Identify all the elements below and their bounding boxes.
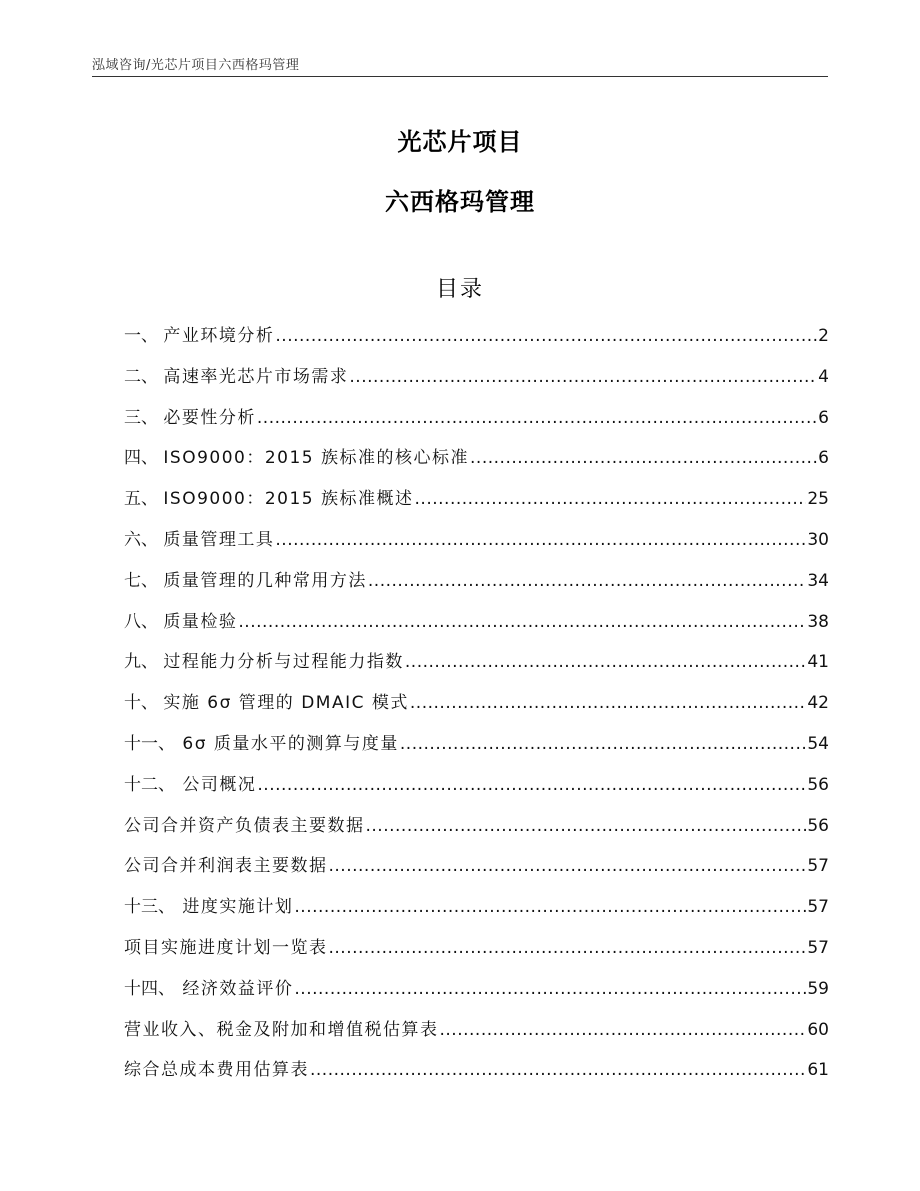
toc-dot-leader: [257, 408, 817, 428]
toc-entry[interactable]: [124, 1055, 829, 1096]
toc-entry-number: 二、: [124, 366, 164, 387]
toc-entry-number: 十、: [124, 693, 164, 714]
toc-entry[interactable]: [124, 321, 829, 362]
toc-dot-leader: [366, 816, 807, 836]
toc-dot-leader: [294, 897, 806, 917]
toc-dot-leader: [329, 938, 807, 958]
toc-entry-page: 34: [807, 570, 829, 591]
toc-entry-number: 五、: [124, 489, 164, 510]
running-header: 泓域咨询/光芯片项目六西格玛管理: [92, 58, 300, 73]
toc-entry-title: 公司合并资产负债表主要数据: [124, 815, 365, 836]
toc-entry-page: 6: [818, 448, 829, 469]
toc-dot-leader: [294, 979, 806, 999]
toc-entry-page: 42: [807, 693, 829, 714]
toc-entry[interactable]: [124, 933, 829, 974]
toc-dot-leader: [470, 448, 817, 468]
toc-dot-leader: [257, 775, 806, 795]
toc-entry[interactable]: [124, 607, 829, 648]
toc-entry-title: 质量管理工具: [163, 529, 275, 550]
toc-entry-page: 38: [807, 611, 829, 632]
toc-entry-page: 56: [807, 774, 829, 795]
toc-dot-leader: [275, 530, 806, 550]
toc-entry-page: 56: [807, 815, 829, 836]
toc-entry-title: 高速率光芯片市场需求: [163, 366, 349, 387]
toc-entry-page: 41: [807, 652, 829, 673]
toc-entry-number: 十三、: [124, 897, 181, 918]
toc-entry[interactable]: [124, 647, 829, 688]
toc-entry[interactable]: [124, 484, 829, 525]
toc-entry-title: 项目实施进度计划一览表: [124, 937, 328, 958]
toc-entry-page: 57: [807, 856, 829, 877]
toc-entry-number: 一、: [124, 326, 164, 346]
toc-entry[interactable]: [124, 362, 829, 403]
toc-entry-title: 综合总成本费用估算表: [124, 1060, 309, 1081]
toc-dot-leader: [275, 326, 817, 346]
toc-entry[interactable]: [124, 403, 829, 444]
toc-dot-leader: [415, 489, 807, 509]
toc-entry-page: 57: [807, 897, 829, 918]
toc-entry-title: 实施 6σ 管理的 DMAIC 模式: [163, 693, 409, 714]
toc-entry-title: ISO9000：2015 族标准概述: [163, 489, 414, 510]
toc-entry-page: 59: [807, 978, 829, 999]
toc-heading: 目录: [435, 277, 484, 302]
toc-entry-page: 25: [807, 489, 829, 510]
document-title-line-1: 光芯片项目: [397, 128, 523, 156]
toc-entry-number: 九、: [124, 652, 164, 673]
toc-entry-title: 产业环境分析: [163, 326, 275, 346]
toc-entry[interactable]: [124, 566, 829, 607]
toc-entry-title: 公司合并利润表主要数据: [124, 856, 328, 877]
toc-dot-leader: [329, 856, 807, 876]
toc-entry-title: ISO9000：2015 族标准的核心标准: [163, 448, 470, 469]
toc-entry-number: 七、: [124, 570, 164, 591]
toc-entry-page: 6: [818, 407, 829, 428]
toc-entry-number: 八、: [124, 611, 164, 632]
toc-entry[interactable]: [124, 811, 829, 852]
toc-entry-title: 公司概况: [182, 774, 257, 795]
header-divider: [92, 76, 828, 77]
toc-entry-number: 十一、: [124, 733, 181, 754]
table-of-contents: [124, 321, 829, 1096]
toc-entry-page: 30: [807, 529, 829, 550]
toc-entry-page: 2: [818, 326, 829, 346]
toc-dot-leader: [368, 571, 806, 591]
toc-entry-number: 三、: [124, 407, 164, 428]
toc-entry-title: 经济效益评价: [182, 978, 294, 999]
toc-dot-leader: [440, 1020, 807, 1040]
toc-entry-title: 进度实施计划: [182, 897, 294, 918]
toc-entry[interactable]: [124, 974, 829, 1015]
toc-entry[interactable]: [124, 892, 829, 933]
toc-dot-leader: [405, 652, 806, 672]
toc-entry-title: 质量检验: [163, 611, 238, 632]
toc-entry[interactable]: [124, 525, 829, 566]
document-title-line-2: 六西格玛管理: [385, 188, 535, 216]
toc-entry[interactable]: [124, 770, 829, 811]
toc-entry-number: 十四、: [124, 978, 181, 999]
toc-entry-number: 六、: [124, 529, 164, 550]
toc-entry-page: 4: [818, 366, 829, 387]
toc-entry[interactable]: [124, 688, 829, 729]
toc-dot-leader: [349, 367, 817, 387]
toc-entry[interactable]: [124, 851, 829, 892]
toc-entry-number: 四、: [124, 448, 164, 469]
toc-entry-page: 57: [807, 937, 829, 958]
toc-entry[interactable]: [124, 443, 829, 484]
toc-entry-page: 54: [807, 733, 829, 754]
toc-entry-title: 6σ 质量水平的测算与度量: [182, 733, 399, 754]
toc-entry-title: 营业收入、税金及附加和增值税估算表: [124, 1019, 439, 1040]
toc-entry-page: 61: [807, 1060, 829, 1081]
toc-dot-leader: [400, 734, 806, 754]
toc-entry[interactable]: [124, 729, 829, 770]
toc-entry-title: 必要性分析: [163, 407, 256, 428]
toc-entry-number: 十二、: [124, 774, 181, 795]
toc-dot-leader: [310, 1060, 806, 1080]
toc-dot-leader: [238, 612, 806, 632]
toc-entry-page: 60: [807, 1019, 829, 1040]
toc-dot-leader: [410, 693, 806, 713]
toc-entry-title: 过程能力分析与过程能力指数: [163, 652, 404, 673]
toc-entry[interactable]: [124, 1015, 829, 1056]
toc-entry-title: 质量管理的几种常用方法: [163, 570, 367, 591]
